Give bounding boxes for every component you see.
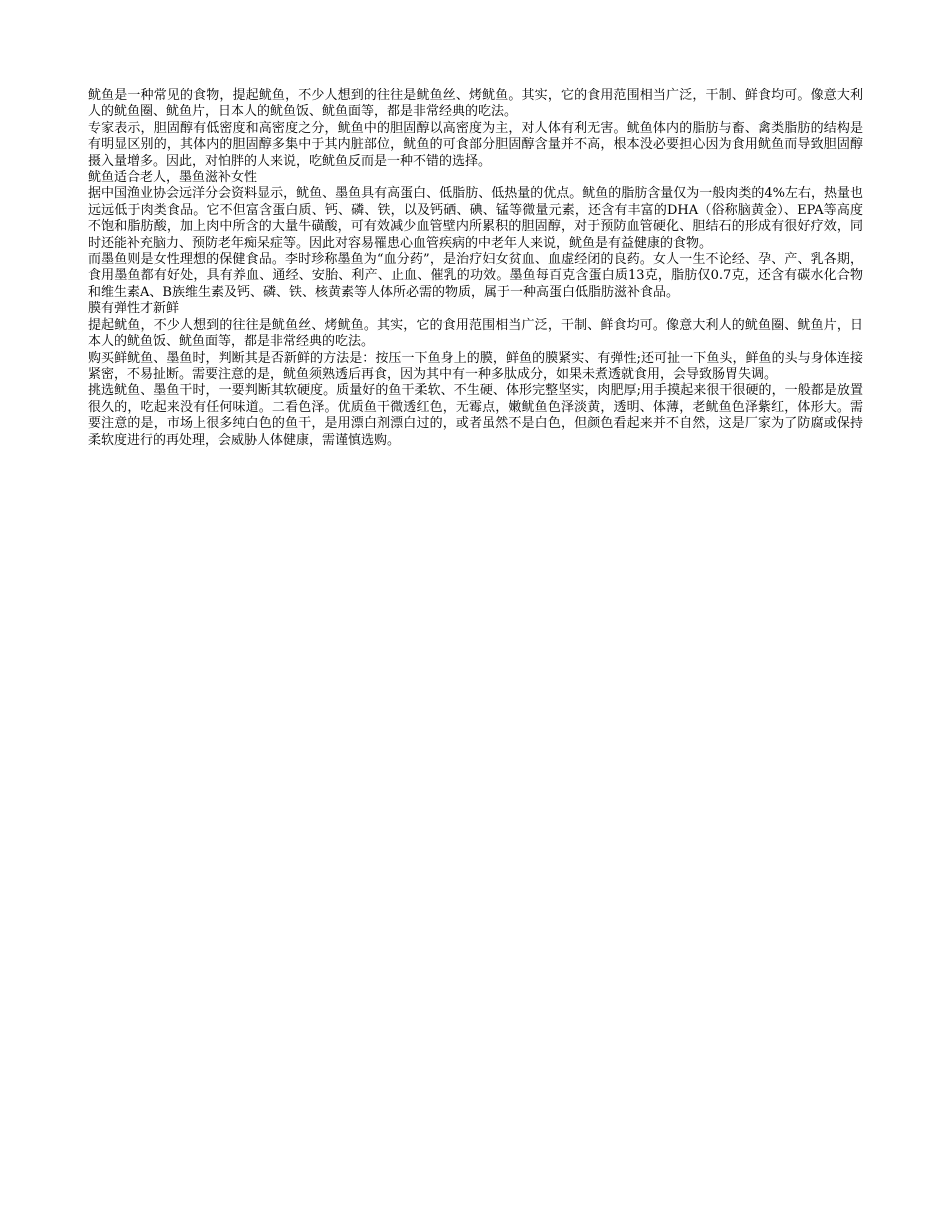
section-heading-freshness: 膜有弹性才新鲜 (88, 301, 180, 317)
paragraph-nutrition: 据中国渔业协会远洋分会资料显示，鱿鱼、墨鱼具有高蛋白、低脂肪、低热量的优点。鱿鱼的脂肪含量仅为一般肉类的4%左右，热量也远远低于肉类食品。它不但富含蛋白质、钙、磷、铁，以及钙硒、碘、锰等微量元素，还含有丰富的DHA（俗称脑黄金）、EPA等高度不饱和脂肪酸，加上肉中所含的大量牛磺酸，可有效减少血管壁内所累积的胆固醇，对于预防血管硬化、胆结石的形成有很好疗效，同时还能补充脑力、预防老年痴呆症等。因此对容易罹患心血管疾病的中老年人来说，鱿鱼是有益健康的食物。 (88, 186, 863, 251)
paragraph-cuttlefish-women: 而墨鱼则是女性理想的保健食品。李时珍称墨鱼为“血分药”，是治疗妇女贫血、血虚经闭的良药。女人一生不论经、孕、产、乳各期，食用墨鱼都有好处，具有养血、通经、安胎、利产、止血、催乳的功效。墨鱼每百克含蛋白质13克，脂肪仅0.7克，还含有碳水化合物和维生素A、B族维生素及钙、磷、铁、核黄素等人体所必需的物质，属于一种高蛋白低脂肪滋补食品。 (88, 252, 863, 300)
section-heading-elderly-women: 鱿鱼适合老人，墨鱼滋补女性 (88, 170, 258, 186)
document-body (88, 88, 863, 449)
paragraph-buying-dried: 挑选鱿鱼、墨鱼干时，一要判断其软硬度。质量好的鱼干柔软、不生硬、体形完整坚实，肉肥厚;用手摸起来很干很硬的，一般都是放置很久的，吃起来没有任何味道。二看色泽。优质鱼干微透红色，无霉点，嫩鱿鱼色泽淡黄，透明、体薄，老鱿鱼色泽紫红，体形大。需要注意的是，市场上很多纯白色的鱼干，是用漂白剂漂白过的，或者虽然不是白色，但颜色看起来并不自然，这是厂家为了防腐或保持柔软度进行的再处理，会威胁人体健康，需谨慎选购。 (88, 383, 863, 448)
paragraph-intro: 鱿鱼是一种常见的食物，提起鱿鱼，不少人想到的往往是鱿鱼丝、烤鱿鱼。其实，它的食用范围相当广泛，干制、鲜食均可。像意大利人的鱿鱼圈、鱿鱼片，日本人的鱿鱼饭、鱿鱼面等，都是非常经典的吃法。 (88, 88, 863, 120)
paragraph-usage-repeat: 提起鱿鱼，不少人想到的往往是鱿鱼丝、烤鱿鱼。其实，它的食用范围相当广泛，干制、鲜食均可。像意大利人的鱿鱼圈、鱿鱼片，日本人的鱿鱼饭、鱿鱼面等，都是非常经典的吃法。 (88, 317, 863, 350)
paragraph-buying-fresh: 购买鲜鱿鱼、墨鱼时，判断其是否新鲜的方法是：按压一下鱼身上的膜，鲜鱼的膜紧实、有弹性;还可扯一下鱼头，鲜鱼的头与身体连接紧密，不易扯断。需要注意的是，鱿鱼须熟透后再食，因为其中有一种多肽成分，如果未煮透就食用，会导致肠胃失调。 (88, 350, 863, 382)
paragraph-cholesterol: 专家表示，胆固醇有低密度和高密度之分，鱿鱼中的胆固醇以高密度为主，对人体有利无害。鱿鱼体内的脂肪与畜、禽类脂肪的结构是有明显区别的，其体内的胆固醇多集中于其内脏部位，鱿鱼的可食部分胆固醇含量并不高，根本没必要担心因为食用鱿鱼而导致胆固醇摄入量增多。因此，对怕胖的人来说，吃鱿鱼反而是一种不错的选择。 (88, 120, 863, 169)
